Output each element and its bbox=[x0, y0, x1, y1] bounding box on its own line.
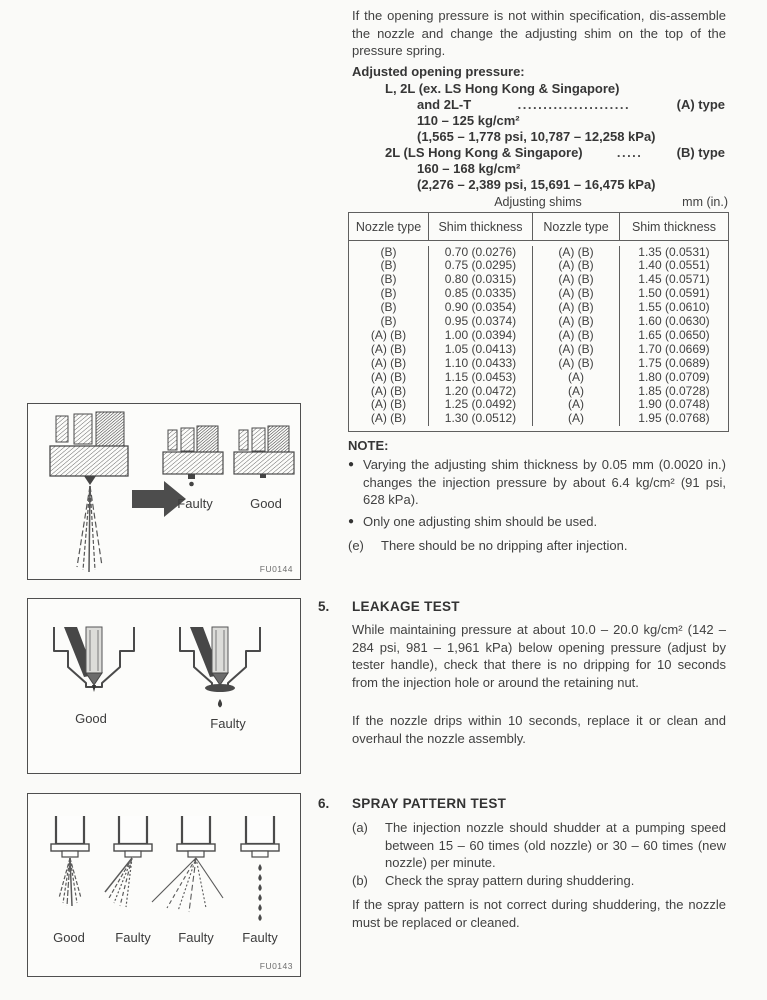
fig3-label-3: Faulty bbox=[178, 930, 214, 945]
table-cell: (A) (B) bbox=[349, 371, 429, 385]
spray-paragraph: If the spray pattern is not correct during shuddering, the nozzle must be replaced or cleaned. bbox=[352, 897, 726, 930]
table-cell: 1.30 (0.0512) bbox=[429, 412, 533, 426]
table-cell: (A) (B) bbox=[349, 329, 429, 343]
table-cell: 1.55 (0.0610) bbox=[638, 300, 710, 315]
table-row bbox=[349, 385, 729, 399]
table-cell: 0.70 (0.0276) bbox=[429, 246, 533, 260]
figure-shim-change bbox=[27, 403, 301, 580]
item-label: (a) bbox=[352, 820, 368, 835]
table-caption-row bbox=[348, 195, 728, 210]
col-header-shim-thickness-1: Shim thickness bbox=[429, 213, 533, 241]
item-text: The injection nozzle should shudder at a pumping speed between 15 – 60 times (old nozzle) or 30 – 60 times (new nozzle) per minute. bbox=[385, 820, 726, 870]
table-cell: 1.75 (0.0689) bbox=[638, 355, 710, 370]
table-cell: (A) (B) bbox=[349, 398, 429, 412]
table-cell: (A) bbox=[533, 385, 620, 399]
col-header-shim-thickness-2: Shim thickness bbox=[620, 213, 729, 241]
table-cell: (A) (B) bbox=[349, 412, 429, 426]
spec-entry1-type: (A) type bbox=[676, 97, 725, 112]
table-cell: (B) bbox=[349, 301, 429, 315]
note-bullet-2-text: Only one adjusting shim should be used. bbox=[363, 514, 598, 529]
spray-item-b bbox=[352, 872, 726, 890]
table-cell: (B) bbox=[349, 273, 429, 287]
spec-entry1-name: L, 2L (ex. LS Hong Kong & Singapore) bbox=[385, 81, 620, 96]
table-cell: (A) bbox=[533, 412, 620, 426]
table-row bbox=[349, 412, 729, 426]
item-text: Check the spray pattern during shuddering. bbox=[385, 873, 635, 888]
section5-number: 5. bbox=[318, 599, 330, 614]
table-cell: (B) bbox=[349, 259, 429, 273]
leakage-paragraph-1: While maintaining pressure at about 10.0 – 20.0 kg/cm² (142 – 284 psi, 981 – 1,961 kPa) below opening pressure (adjust by tester handle), check that there is no dripping for 10 seconds from the injection hole or around the retaining nut. bbox=[352, 622, 726, 690]
table-cell: (B) bbox=[349, 287, 429, 301]
spec-entry1-sub: and 2L-T bbox=[417, 97, 472, 112]
table-cell: (A) (B) bbox=[533, 301, 620, 315]
fig2-label-faulty: Faulty bbox=[210, 716, 246, 731]
note-heading: NOTE: bbox=[348, 438, 389, 453]
table-cell: (A) (B) bbox=[533, 246, 620, 260]
figure-code: FU0143 bbox=[259, 961, 293, 971]
table-cell: (A) (B) bbox=[533, 343, 620, 357]
table-unit: mm (in.) bbox=[682, 195, 728, 209]
shim-table-body bbox=[349, 241, 729, 432]
table-cell: 1.70 (0.0669) bbox=[638, 341, 710, 356]
table-cell: 0.90 (0.0354) bbox=[429, 301, 533, 315]
table-cell: 1.60 (0.0630) bbox=[638, 314, 710, 329]
table-cell: 0.80 (0.0315) bbox=[429, 273, 533, 287]
spec-entry1-subline bbox=[417, 97, 725, 113]
fig2-label-good: Good bbox=[75, 711, 107, 726]
table-row bbox=[349, 315, 729, 329]
section5-title: LEAKAGE TEST bbox=[352, 599, 460, 614]
leakage-illustration bbox=[28, 599, 297, 769]
table-cell: 1.10 (0.0433) bbox=[429, 357, 533, 371]
dot-leader: ..... bbox=[616, 145, 643, 160]
fig1-label-faulty: Faulty bbox=[177, 496, 213, 511]
table-cell: (A) bbox=[533, 371, 620, 385]
spec-entry2-type: (B) type bbox=[676, 145, 725, 160]
table-cell: (A) (B) bbox=[533, 315, 620, 329]
table-cell: 1.80 (0.0709) bbox=[638, 369, 710, 384]
table-cell: 1.05 (0.0413) bbox=[429, 343, 533, 357]
table-row bbox=[349, 329, 729, 343]
fig3-label-2: Faulty bbox=[115, 930, 151, 945]
item-label: (b) bbox=[352, 873, 368, 888]
table-row bbox=[349, 343, 729, 357]
table-cell: 1.20 (0.0472) bbox=[429, 385, 533, 399]
intro-paragraph: If the opening pressure is not within specification, dis-assemble the nozzle and change the adjusting shim on the top of the pressure spring. bbox=[352, 8, 726, 58]
table-cell: (A) (B) bbox=[533, 287, 620, 301]
spec-entry2-value: 160 – 168 kg/cm² bbox=[417, 161, 521, 176]
col-header-nozzle-type-1: Nozzle type bbox=[349, 213, 429, 241]
spec-entry2-line bbox=[385, 145, 725, 161]
fig1-label-good: Good bbox=[250, 496, 282, 511]
table-cell: 1.35 (0.0531) bbox=[638, 244, 710, 259]
table-cell: 0.85 (0.0335) bbox=[429, 287, 533, 301]
table-cell: 0.75 (0.0295) bbox=[429, 259, 533, 273]
table-row bbox=[349, 246, 729, 260]
table-cell: 1.65 (0.0650) bbox=[638, 327, 710, 342]
table-cell: (A) (B) bbox=[533, 329, 620, 343]
leakage-paragraph-2: If the nozzle drips within 10 seconds, replace it or clean and overhaul the nozzle assembly. bbox=[352, 713, 726, 746]
table-cell: (A) (B) bbox=[533, 259, 620, 273]
table-header-row bbox=[349, 213, 729, 241]
table-row bbox=[349, 259, 729, 273]
spec-entry2-converted: (2,276 – 2,389 psi, 15,691 – 16,475 kPa) bbox=[417, 177, 656, 192]
table-cell: (B) bbox=[349, 315, 429, 329]
table-cell: 1.95 (0.0768) bbox=[638, 411, 710, 426]
note-bullet-1 bbox=[348, 456, 726, 509]
spec-entry1-value: 110 – 125 kg/cm² bbox=[417, 113, 520, 128]
table-row bbox=[349, 287, 729, 301]
table-row bbox=[349, 398, 729, 412]
table-cell: 0.95 (0.0374) bbox=[429, 315, 533, 329]
table-row bbox=[349, 357, 729, 371]
section6-title: SPRAY PATTERN TEST bbox=[352, 796, 507, 811]
table-cell: (A) (B) bbox=[349, 357, 429, 371]
dot-leader: ...................... bbox=[517, 97, 631, 112]
table-cell: (B) bbox=[349, 246, 429, 260]
note-lettered-item bbox=[348, 537, 726, 555]
table-cell: 1.15 (0.0453) bbox=[429, 371, 533, 385]
spray-item-a bbox=[352, 819, 726, 872]
table-cell: (A) bbox=[533, 398, 620, 412]
note-bullet-1-text: Varying the adjusting shim thickness by 0.05 mm (0.0020 in.) changes the injection pressure by about 6.4 kg/cm² (91 psi, 628 kPa). bbox=[363, 457, 726, 507]
shim-change-illustration bbox=[28, 404, 297, 575]
table-cell: 1.90 (0.0748) bbox=[638, 397, 710, 412]
table-cell: 1.00 (0.0394) bbox=[429, 329, 533, 343]
figure-spray-pattern-test bbox=[27, 793, 301, 977]
section6-number: 6. bbox=[318, 796, 330, 811]
table-cell: 1.50 (0.0591) bbox=[638, 286, 710, 301]
table-cell: 1.85 (0.0728) bbox=[638, 383, 710, 398]
table-row bbox=[349, 371, 729, 385]
table-cell: (A) (B) bbox=[533, 357, 620, 371]
item-label: (e) bbox=[348, 538, 364, 553]
adjusted-pressure-heading: Adjusted opening pressure: bbox=[352, 64, 525, 79]
bullet-icon: ● bbox=[348, 516, 355, 527]
bullet-icon: ● bbox=[348, 459, 355, 470]
note-bullet-2 bbox=[348, 513, 726, 531]
figure-code: FU0144 bbox=[259, 564, 293, 574]
item-text: There should be no dripping after injection. bbox=[381, 538, 628, 553]
table-row bbox=[349, 273, 729, 287]
adjusting-shims-table bbox=[348, 212, 729, 432]
table-cell: 1.40 (0.0551) bbox=[638, 258, 710, 273]
fig3-label-4: Faulty bbox=[242, 930, 278, 945]
table-cell: 1.25 (0.0492) bbox=[429, 398, 533, 412]
table-cell: (A) (B) bbox=[349, 385, 429, 399]
spray-pattern-illustration bbox=[28, 794, 297, 972]
table-cell: (A) (B) bbox=[349, 343, 429, 357]
fig3-label-1: Good bbox=[53, 930, 85, 945]
spec-entry2-name: 2L (LS Hong Kong & Singapore) bbox=[385, 145, 583, 160]
table-caption: Adjusting shims bbox=[494, 195, 582, 209]
spec-entry1-converted: (1,565 – 1,778 psi, 10,787 – 12,258 kPa) bbox=[417, 129, 656, 144]
figure-leakage-test bbox=[27, 598, 301, 774]
col-header-nozzle-type-2: Nozzle type bbox=[533, 213, 620, 241]
table-cell: 1.45 (0.0571) bbox=[638, 272, 710, 287]
table-cell: (A) (B) bbox=[533, 273, 620, 287]
table-row bbox=[349, 301, 729, 315]
